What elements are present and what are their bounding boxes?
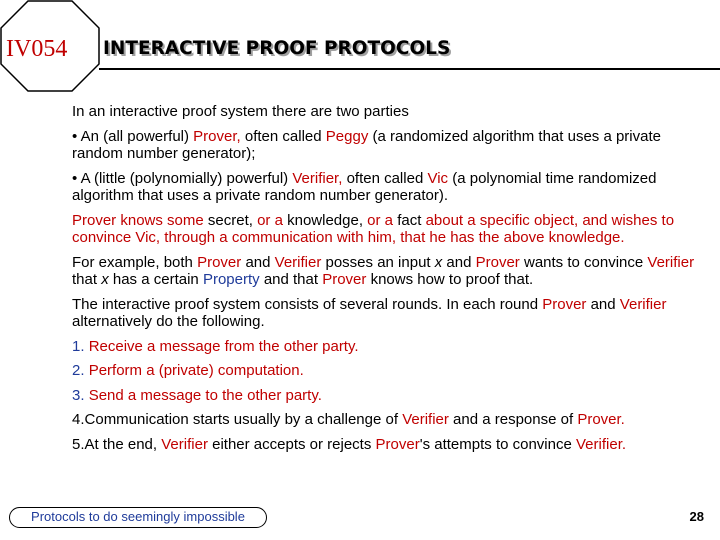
vic-term: Vic [427, 169, 449, 187]
verifier-bullet-item: • A (little (polynomially) powerful) Verifier, often called Vic (a polynomial time randomized algorithm that uses a private random number generator). [72, 169, 657, 204]
rounds-paragraph: The interactive proof system consists of several rounds. In each round Prover and Verifier alternatively do the following. [72, 295, 667, 330]
title-divider [99, 68, 720, 70]
peggy-term: Peggy [325, 127, 369, 145]
example-paragraph: For example, both Prover and Verifier posses an input x and Prover wants to convince Verifier that x has a certain Property and that Prover knows how to proof that. [72, 253, 695, 288]
verifier-term: Verifier, [292, 169, 343, 187]
prover-term: Prover, [193, 127, 241, 145]
slide-content [72, 103, 712, 453]
page-number: 28 [689, 509, 704, 524]
intro-text: In an interactive proof system there are two parties [72, 103, 409, 120]
footer-caption-box [9, 507, 267, 528]
step-item: 1. Receive a message from the other party. [72, 337, 359, 355]
secret-paragraph: Prover knows some secret, or a knowledge, or a fact about a specific object, and wishes to convince Vic, through a communication with him, that he has the above knowledge. [72, 211, 675, 246]
slide-title: INTERACTIVE PROOF PROTOCOLS [103, 38, 451, 59]
prover-bullet-item: • An (all powerful) Prover, often called Peggy (a randomized algorithm that uses a private random number generator); [72, 127, 661, 162]
footer-caption: Protocols to do seemingly impossible [31, 509, 245, 524]
bullet-icon: • [72, 127, 78, 145]
step-item: 4.Communication starts usually by a challenge of Verifier and a response of Prover. [72, 411, 625, 428]
step-item: 5.At the end, Verifier either accepts or rejects Prover's attempts to convince Verifier. [72, 435, 627, 453]
bullet-icon: • [72, 169, 78, 187]
course-code: IV054 [6, 36, 68, 62]
step-item: 2. Perform a (private) computation. [72, 362, 304, 379]
step-item: 3. Send a message to the other party. [72, 386, 322, 404]
